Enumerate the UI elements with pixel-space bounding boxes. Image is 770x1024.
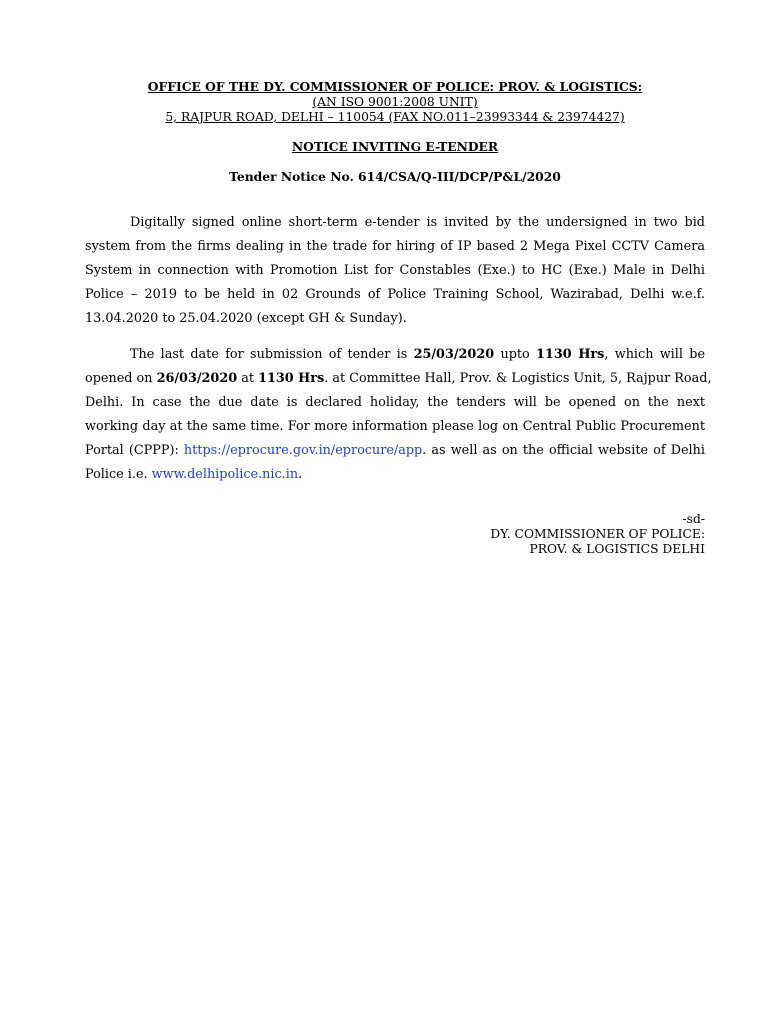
text-segment: . (298, 466, 303, 482)
tender-notice-number: Tender Notice No. 614/CSA/Q-III/DCP/P&L/2020 (229, 169, 561, 184)
text-segment: , which will be (604, 347, 706, 362)
text-segment: upto (494, 347, 537, 362)
submission-details-paragraph (85, 343, 712, 486)
opening-time: 1130 Hrs (258, 370, 325, 386)
text-segment: . as well as on the official website of Delhi (422, 442, 705, 458)
text-segment: . at Committee Hall, Prov. & Logistics Unit, 5, Rajpur Road, (324, 370, 712, 386)
paragraph-line (85, 343, 705, 367)
text-segment: at (237, 370, 259, 386)
text-segment: The last date for submission of tender is (130, 347, 414, 362)
paragraph-line: 13.04.2020 to 25.04.2020 (except GH & Sunday). (85, 310, 407, 326)
text-segment: Portal (CPPP): (85, 442, 184, 458)
signatory-title: DY. COMMISSIONER OF POLICE: (490, 527, 705, 541)
tender-description-paragraph (85, 211, 705, 331)
signatory-unit: PROV. & LOGISTICS DELHI (529, 542, 705, 556)
paragraph-line: Digitally signed online short-term e-tender is invited by the undersigned in two bid (130, 215, 705, 230)
paragraph-line: Delhi. In case the due date is declared holiday, the tenders will be opened on the next (85, 394, 705, 410)
paragraph-line: system from the firms dealing in the trade for hiring of IP based 2 Mega Pixel CCTV Camera (85, 238, 705, 254)
paragraph-line (85, 439, 705, 463)
last-date: 25/03/2020 (413, 347, 495, 362)
text-segment: opened on (85, 370, 157, 386)
cppp-portal-link[interactable]: https://eprocure.gov.in/eprocure/app (183, 442, 423, 458)
paragraph-line (85, 367, 712, 391)
paragraph-line: Police – 2019 to be held in 02 Grounds of Police Training School, Wazirabad, Delhi w.e.f. (85, 286, 705, 302)
signature-sd: -sd- (682, 512, 705, 526)
text-segment: Police i.e. (85, 466, 152, 482)
paragraph-line: working day at the same time. For more information please log on Central Public Procurement (85, 418, 705, 434)
last-time: 1130 Hrs (536, 347, 605, 362)
paragraph-line: System in connection with Promotion List for Constables (Exe.) to HC (Exe.) Male in Delhi (85, 262, 705, 278)
office-address-line: 5, RAJPUR ROAD, DELHI – 110054 (FAX NO.011–23993344 & 23974427) (165, 110, 625, 124)
office-heading: OFFICE OF THE DY. COMMISSIONER OF POLICE: PROV. & LOGISTICS: (147, 79, 643, 94)
delhi-police-website-link[interactable]: www.delhipolice.nic.in (151, 466, 299, 482)
paragraph-line (85, 463, 705, 487)
notice-title: NOTICE INVITING E-TENDER (291, 139, 499, 154)
opening-date: 26/03/2020 (156, 370, 238, 386)
iso-certification-line: (AN ISO 9001:2008 UNIT) (312, 95, 478, 109)
